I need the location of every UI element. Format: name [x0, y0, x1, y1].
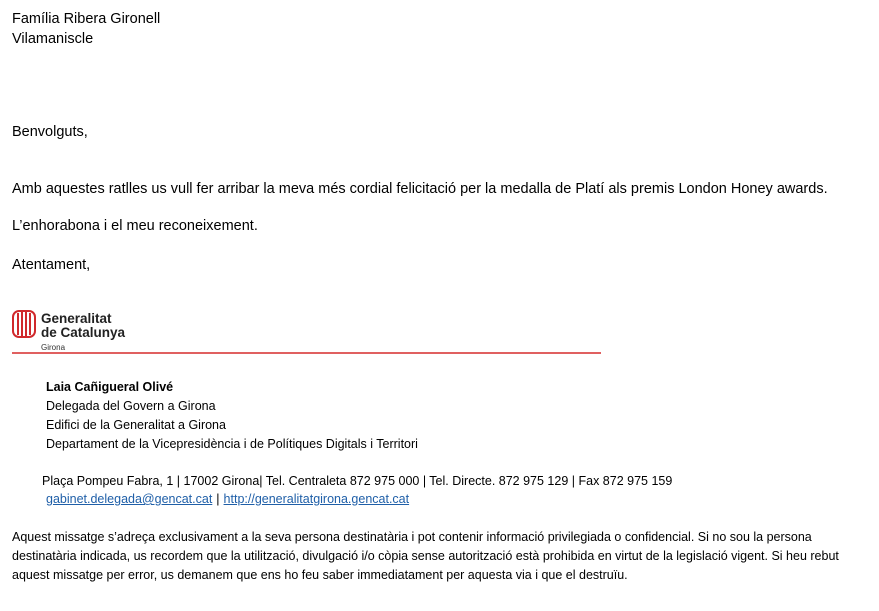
- confidentiality-disclaimer: Aquest missatge s’adreça exclusivament a la seva persona destinatària i pot contenir informació privilegiada o confidencial. Si no sou la persona destinatària indicada, us recordem que la utilització, divulgació i/o còpia sense autorització està prohibida en virtut de la legislació vigent. Si heu rebut aquest missatge per error, us demanem que ens ho feu saber immediatament per aquesta via i que el destruïu.: [12, 530, 839, 582]
- contact-links: [46, 490, 409, 509]
- signature-name: Laia Cañigueral Olivé: [46, 380, 174, 394]
- signature-block: [46, 378, 418, 454]
- signature-title: Delegada del Govern a Girona: [46, 399, 216, 413]
- email-link[interactable]: gabinet.delegada@gencat.cat: [46, 492, 213, 506]
- letter-paragraph-2: L’enhorabona i el meu reconeixement.: [12, 218, 258, 234]
- logo-text-line2: de Catalunya: [41, 325, 126, 340]
- letter-closing: Atentament,: [12, 257, 91, 273]
- logo-subtitle: Girona: [41, 343, 66, 352]
- link-separator: |: [216, 492, 220, 506]
- logo-text-line1: Generalitat: [41, 311, 112, 326]
- contact-address: Plaça Pompeu Fabra, 1 | 17002 Girona| Tel. Centraleta 872 975 000 | Tel. Directe. 872 975 129 | Fax 872 975 159: [42, 474, 673, 488]
- generalitat-logo: [12, 310, 142, 354]
- recipient-name: Família Ribera Gironell: [12, 11, 161, 27]
- signature-divider: [12, 352, 601, 354]
- recipient-block: [12, 9, 160, 49]
- senyera-icon: [12, 310, 36, 338]
- letter-paragraph-1: Amb aquestes ratlles us vull fer arribar la meva més cordial felicitació per la medalla de Platí als premis London Honey awards.: [12, 181, 828, 197]
- website-link[interactable]: http://generalitatgirona.gencat.cat: [223, 492, 410, 506]
- signature-building: Edifici de la Generalitat a Girona: [46, 418, 226, 432]
- recipient-town: Vilamaniscle: [12, 31, 94, 47]
- greeting: Benvolguts,: [12, 124, 88, 140]
- signature-department: Departament de la Vicepresidència i de Polítiques Digitals i Territori: [46, 437, 418, 451]
